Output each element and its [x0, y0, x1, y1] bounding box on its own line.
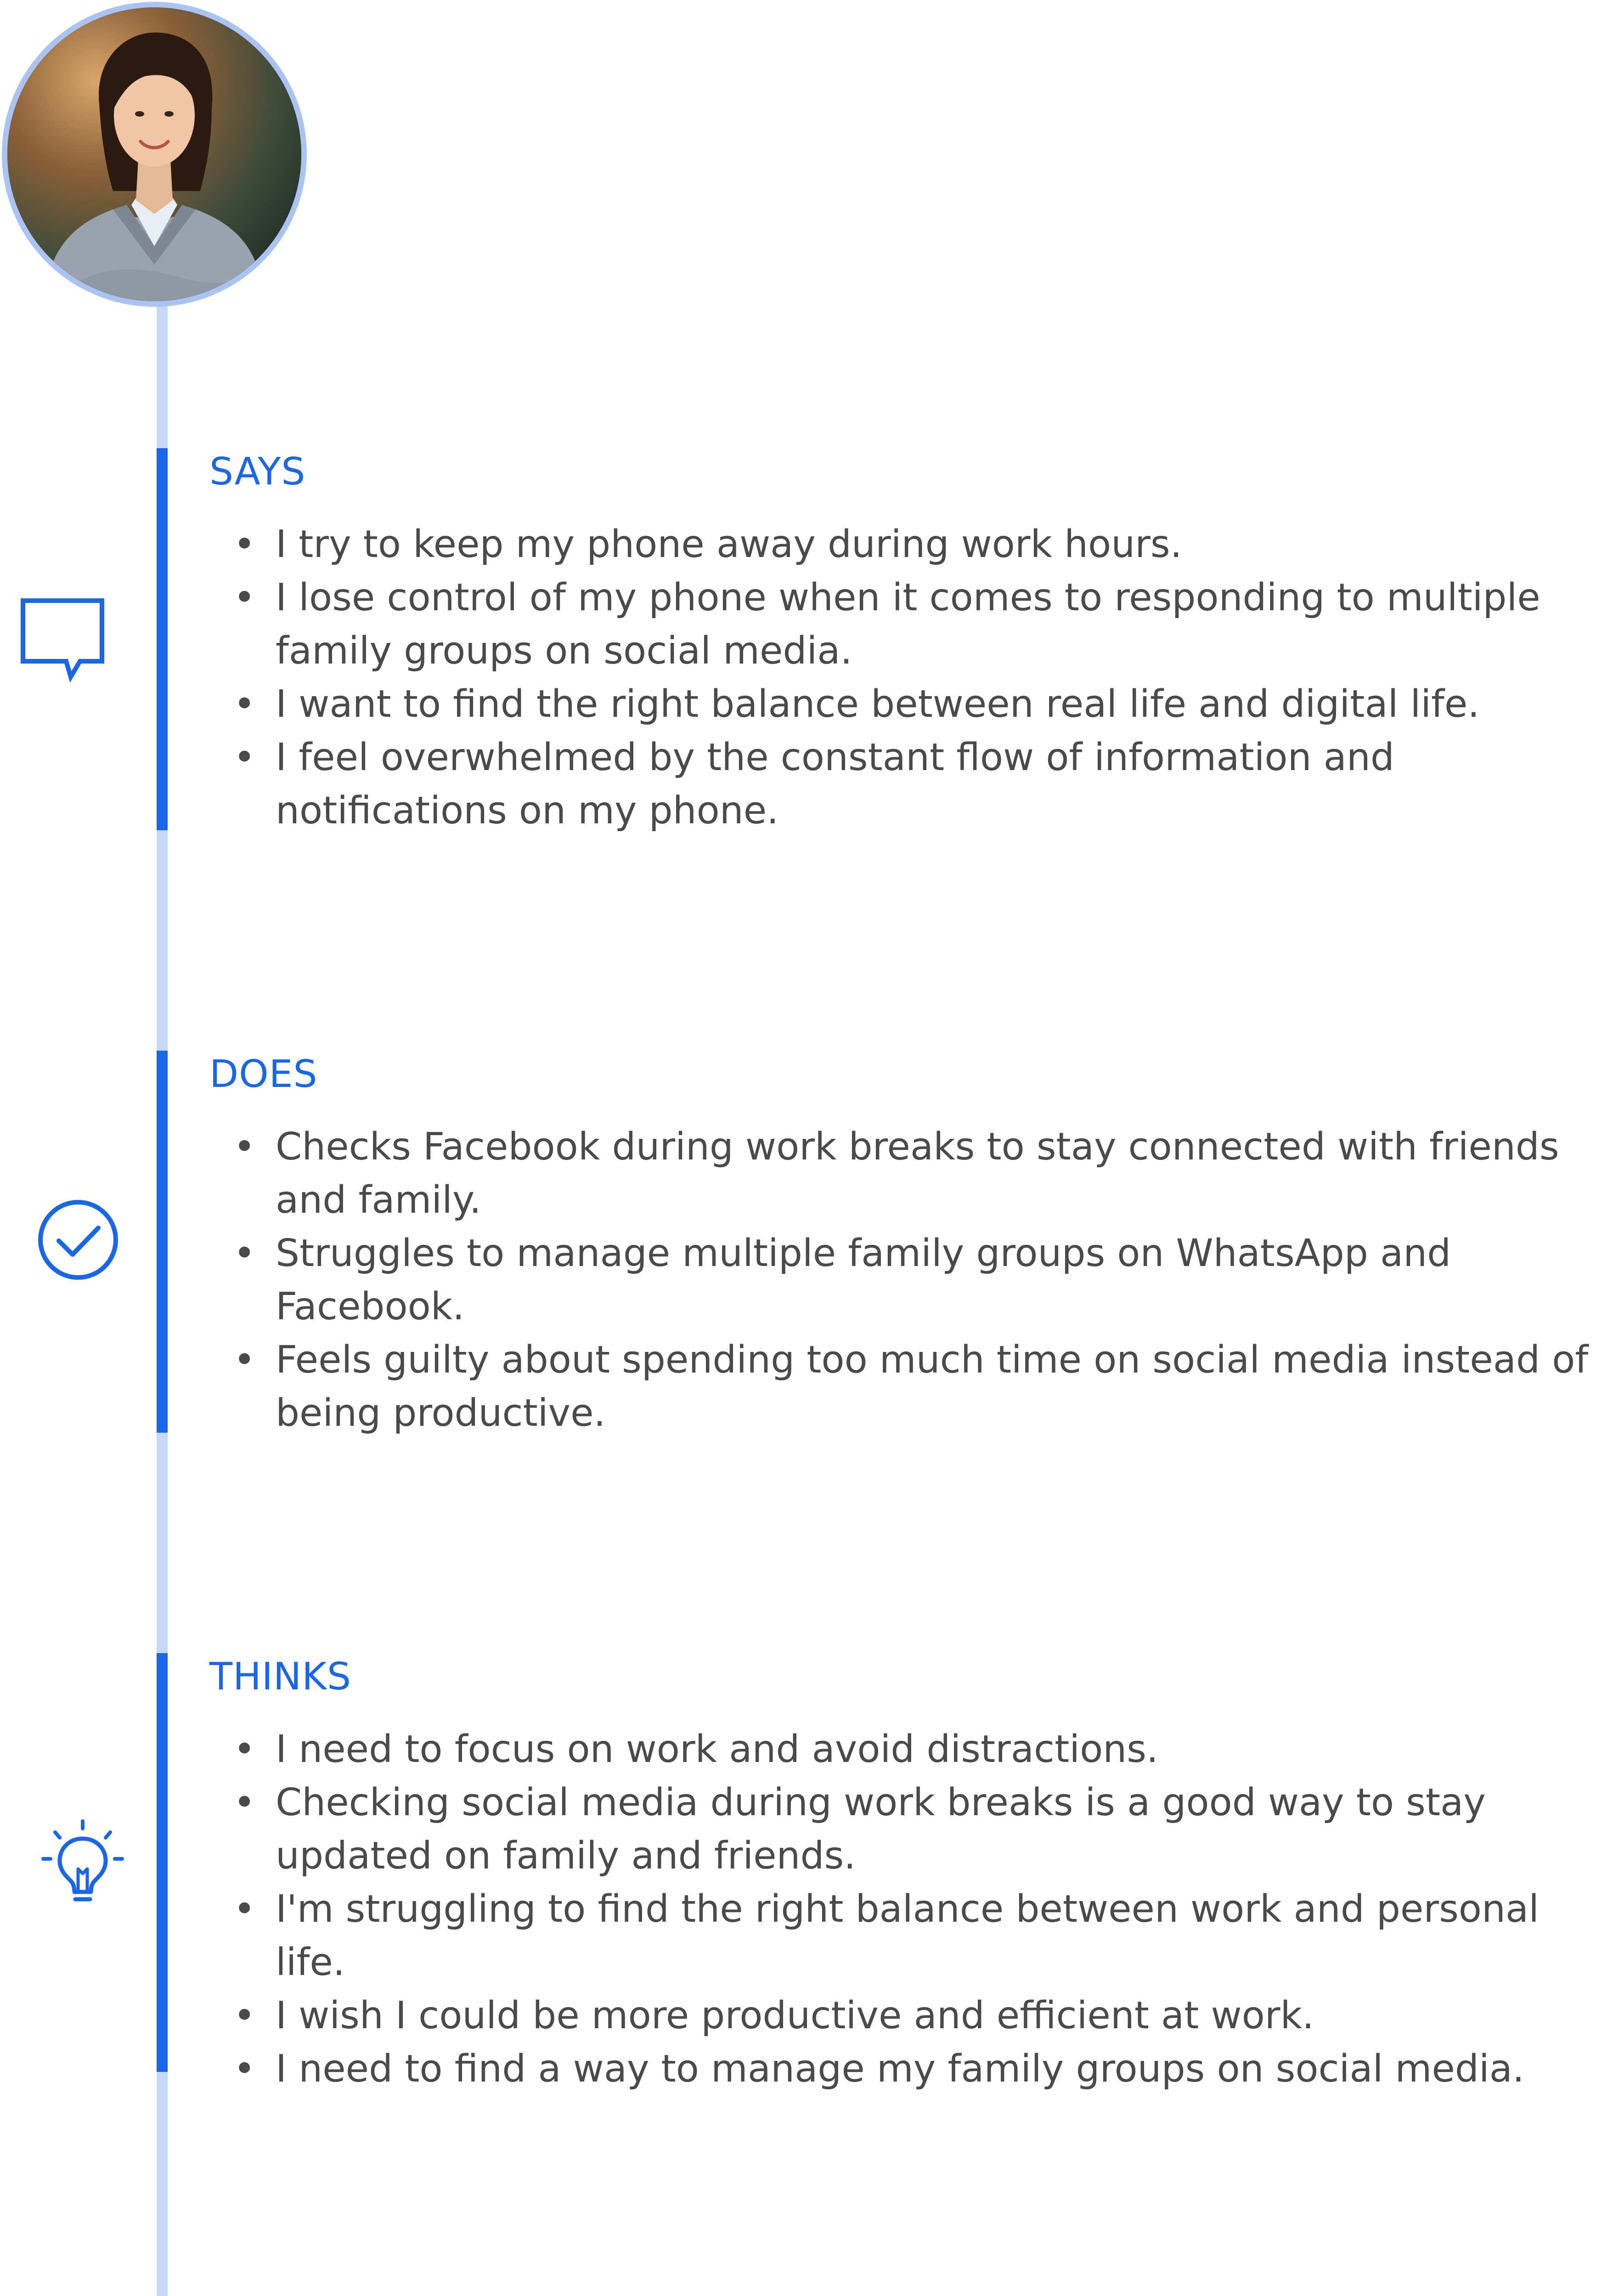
says-list: [209, 518, 1596, 838]
list-item: • I'm struggling to find the right balance between work and personal life.: [209, 1883, 1596, 1989]
speech-bubble-icon: [17, 592, 108, 684]
person-photo-icon: [7, 7, 301, 301]
list-item: • Checks Facebook during work breaks to stay connected with friends and family.: [209, 1120, 1596, 1227]
does-accent-bar: [157, 1051, 168, 1433]
list-item: • Feels guilty about spending too much time on social media instead of being productive.: [209, 1334, 1596, 1440]
does-list: [209, 1120, 1596, 1440]
list-item: • I lose control of my phone when it comes to responding to multiple family groups on social media.: [209, 571, 1596, 678]
thinks-accent-bar: [157, 1653, 168, 2072]
list-item: • Struggles to manage multiple family groups on WhatsApp and Facebook.: [209, 1227, 1596, 1334]
lightbulb-icon: [37, 1818, 129, 1910]
list-item: • I need to focus on work and avoid distractions.: [209, 1723, 1596, 1776]
list-item: • I need to find a way to manage my family groups on social media.: [209, 2043, 1596, 2096]
list-item: • Checking social media during work breaks is a good way to stay updated on family and friends.: [209, 1776, 1596, 1883]
list-item: • I wish I could be more productive and efficient at work.: [209, 1989, 1596, 2043]
does-title: DOES: [209, 1052, 318, 1096]
check-circle-icon: [32, 1194, 124, 1286]
says-title: SAYS: [209, 450, 306, 494]
list-item: • I want to find the right balance between real life and digital life.: [209, 678, 1596, 731]
thinks-title: THINKS: [209, 1655, 352, 1699]
list-item: • I feel overwhelmed by the constant flow of information and notifications on my phone.: [209, 731, 1596, 838]
list-item: • I try to keep my phone away during work hours.: [209, 518, 1596, 571]
avatar: [2, 2, 307, 307]
says-accent-bar: [157, 448, 168, 830]
thinks-list: [209, 1723, 1596, 2096]
